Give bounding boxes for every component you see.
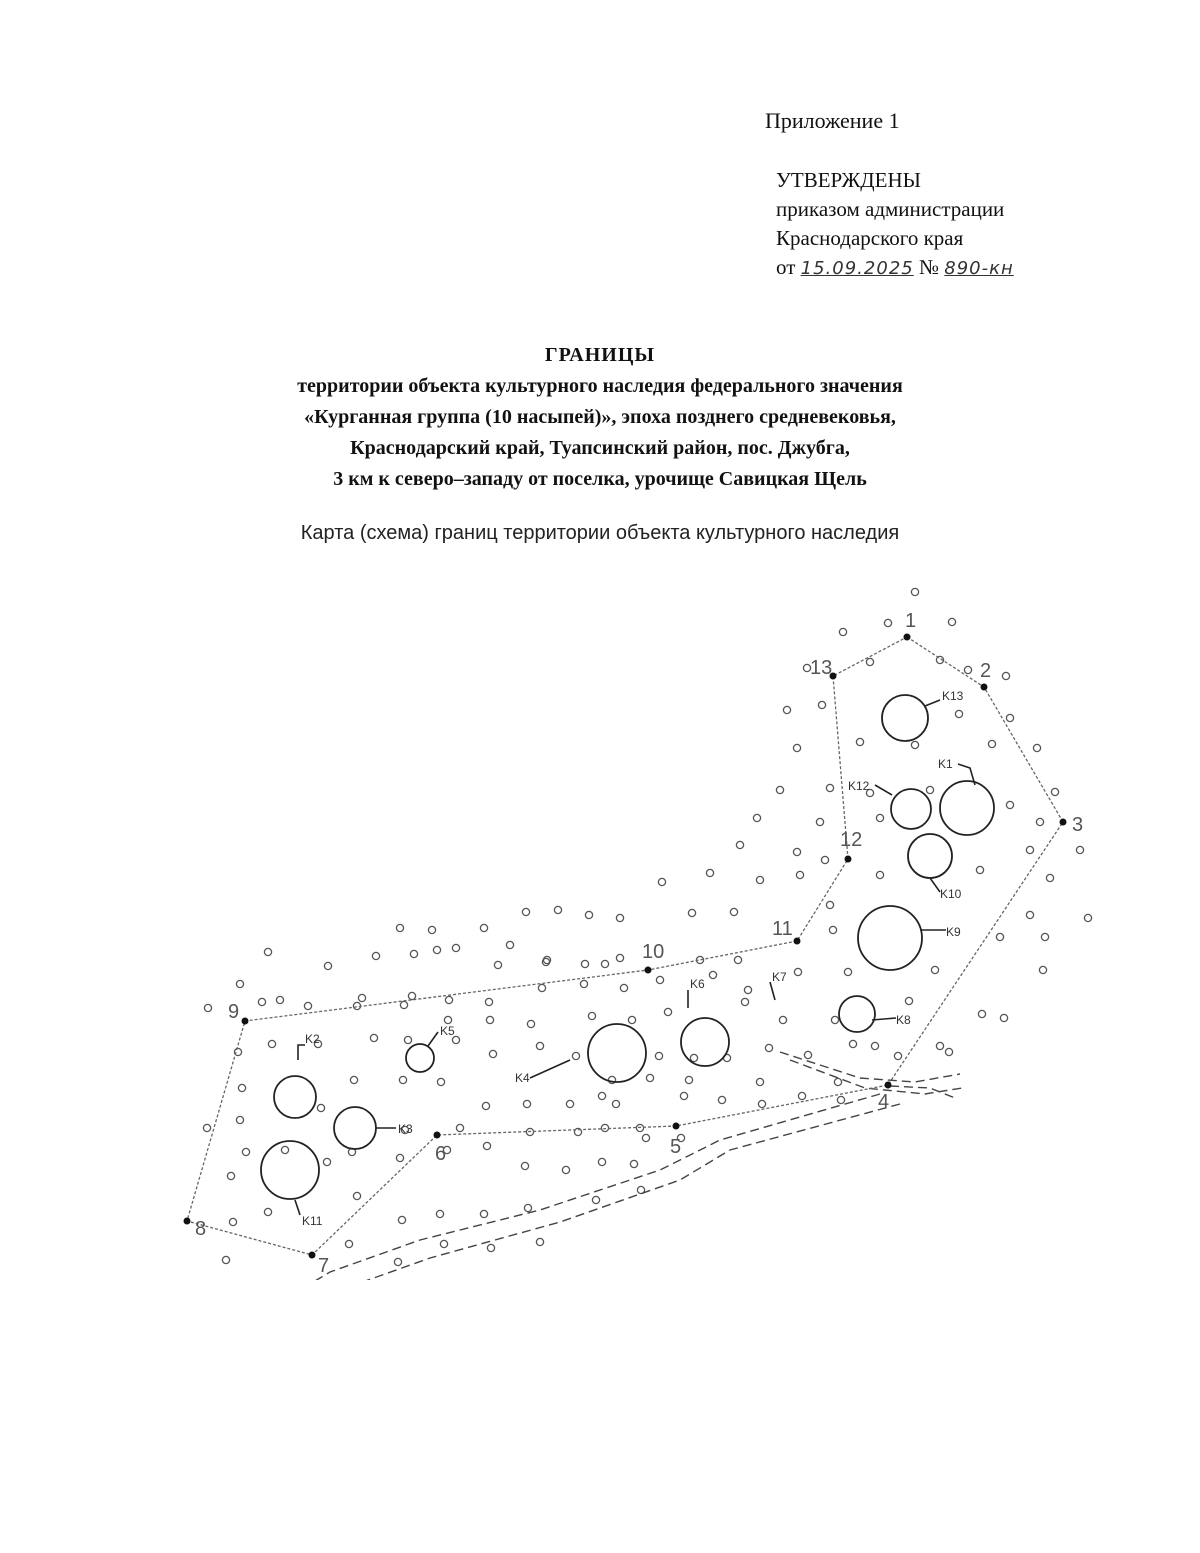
- road-line: [790, 1060, 962, 1094]
- tree-symbol: [410, 950, 417, 957]
- mound-circle: [334, 1107, 376, 1149]
- mound-label: K5: [440, 1024, 455, 1038]
- tree-symbol: [718, 1096, 725, 1103]
- mound-circle: [274, 1076, 316, 1118]
- tree-symbol: [931, 966, 938, 973]
- mound-circle: [681, 1018, 729, 1066]
- tree-symbol: [506, 941, 513, 948]
- tree-symbol: [844, 968, 851, 975]
- boundary-point-marker: [434, 1132, 441, 1139]
- tree-symbol: [620, 984, 627, 991]
- boundary-point-label: 6: [435, 1143, 447, 1165]
- tree-symbol: [884, 619, 891, 626]
- tree-symbol: [680, 1092, 687, 1099]
- boundary-point-label: 9: [228, 1001, 240, 1023]
- mound-circle: [261, 1141, 319, 1199]
- boundary-point-marker: [794, 938, 801, 945]
- tree-symbol: [911, 588, 918, 595]
- tree-symbol: [440, 1240, 447, 1247]
- tree-symbol: [948, 618, 955, 625]
- mound-circle: [908, 834, 952, 878]
- tree-symbol: [480, 924, 487, 931]
- mound-circle: [858, 906, 922, 970]
- order-line-1: приказом администрации: [776, 197, 1005, 221]
- tree-symbol: [976, 866, 983, 873]
- tree-symbol: [685, 1076, 692, 1083]
- tree-symbol: [642, 1134, 649, 1141]
- tree-symbol: [706, 869, 713, 876]
- mound-leader-line: [875, 785, 892, 795]
- mound-leader-line: [925, 700, 940, 706]
- mound-label: K3: [398, 1122, 413, 1136]
- tree-symbol: [536, 1238, 543, 1245]
- tree-symbol: [988, 740, 995, 747]
- tree-symbol: [601, 1124, 608, 1131]
- tree-symbol: [527, 1020, 534, 1027]
- tree-symbol: [866, 658, 873, 665]
- tree-symbol: [353, 1192, 360, 1199]
- tree-symbol: [487, 1244, 494, 1251]
- boundary-point-label: 2: [980, 660, 992, 682]
- tree-symbol: [1026, 846, 1033, 853]
- tree-symbol: [358, 994, 365, 1001]
- tree-symbol: [317, 1104, 324, 1111]
- tree-symbol: [793, 744, 800, 751]
- mound-leader-line: [872, 1018, 896, 1020]
- boundary-point-label: 12: [840, 829, 863, 851]
- tree-symbol: [1006, 801, 1013, 808]
- tree-symbol: [572, 1052, 579, 1059]
- tree-symbol: [794, 968, 801, 975]
- tree-symbol: [911, 741, 918, 748]
- mound-circle: [891, 789, 931, 829]
- tree-symbol: [688, 909, 695, 916]
- tree-symbol: [601, 960, 608, 967]
- tree-symbol: [433, 946, 440, 953]
- mound-label: K6: [690, 977, 705, 991]
- title-main: ГРАНИЦЫ: [544, 344, 656, 366]
- mound-leader-line: [930, 878, 940, 892]
- boundary-point-label: 4: [878, 1091, 890, 1113]
- tree-symbol: [831, 1016, 838, 1023]
- mound-label: K8: [896, 1013, 911, 1027]
- tree-symbol: [236, 980, 243, 987]
- tree-symbol: [804, 1051, 811, 1058]
- tree-symbol: [480, 1210, 487, 1217]
- tree-symbol: [236, 1116, 243, 1123]
- document-title: [0, 340, 1200, 495]
- mound-circle: [839, 996, 875, 1032]
- tree-symbol: [204, 1004, 211, 1011]
- tree-symbol: [523, 1100, 530, 1107]
- tree-symbol: [486, 1016, 493, 1023]
- tree-symbol: [656, 976, 663, 983]
- order-line-2: Краснодарского края: [776, 226, 964, 250]
- tree-symbol: [765, 1044, 772, 1051]
- tree-symbol: [936, 1042, 943, 1049]
- tree-symbol: [964, 666, 971, 673]
- order-number: 890-кн: [944, 258, 1014, 279]
- tree-symbol: [945, 1048, 952, 1055]
- tree-symbol: [398, 1216, 405, 1223]
- tree-symbol: [616, 914, 623, 921]
- tree-symbol: [592, 1196, 599, 1203]
- tree-symbol: [444, 1016, 451, 1023]
- tree-symbol: [227, 1172, 234, 1179]
- mound-circle: [588, 1024, 646, 1082]
- tree-symbol: [834, 1078, 841, 1085]
- tree-symbol: [281, 1146, 288, 1153]
- tree-symbol: [562, 1166, 569, 1173]
- appendix-label: Приложение 1: [765, 108, 900, 133]
- tree-symbol: [452, 944, 459, 951]
- tree-symbol: [690, 1054, 697, 1061]
- mound-label: K11: [302, 1214, 323, 1228]
- tree-symbol: [1033, 744, 1040, 751]
- boundary-point-marker: [845, 856, 852, 863]
- tree-symbol: [1046, 874, 1053, 881]
- tree-symbol: [1051, 788, 1058, 795]
- boundary-point-marker: [673, 1123, 680, 1130]
- tree-symbol: [1084, 914, 1091, 921]
- tree-symbol: [955, 710, 962, 717]
- tree-symbol: [399, 1076, 406, 1083]
- tree-symbol: [798, 1092, 805, 1099]
- tree-symbol: [268, 1040, 275, 1047]
- tree-symbol: [796, 871, 803, 878]
- tree-symbol: [876, 871, 883, 878]
- boundary-point-label: 13: [810, 657, 833, 679]
- tree-symbol: [566, 1100, 573, 1107]
- title-line-2: «Курганная группа (10 насыпей)», эпоха позднего средневековья,: [304, 406, 896, 428]
- order-date-line: [776, 253, 1014, 283]
- tree-symbol: [996, 933, 1003, 940]
- mound-label: K1: [938, 757, 953, 771]
- tree-symbol: [871, 1042, 878, 1049]
- boundary-point-label: 7: [318, 1255, 330, 1277]
- boundary-point-marker: [184, 1218, 191, 1225]
- approval-block: [776, 166, 1014, 283]
- mound-leader-line: [530, 1060, 570, 1078]
- date-prefix: от: [776, 255, 796, 279]
- tree-symbol: [730, 908, 737, 915]
- tree-symbol: [783, 706, 790, 713]
- mound-label: K10: [940, 887, 962, 901]
- boundary-point-label: 1: [905, 610, 917, 632]
- tree-symbol: [1041, 933, 1048, 940]
- tree-symbol: [436, 1210, 443, 1217]
- boundary-point-marker: [885, 1082, 892, 1089]
- tree-symbol: [978, 1010, 985, 1017]
- tree-symbol: [1006, 714, 1013, 721]
- tree-symbol: [734, 956, 741, 963]
- tree-symbol: [404, 1036, 411, 1043]
- tree-symbol: [818, 701, 825, 708]
- tree-symbol: [264, 1208, 271, 1215]
- mound-circle: [882, 695, 928, 741]
- tree-symbol: [581, 960, 588, 967]
- boundary-point-label: 5: [670, 1136, 682, 1158]
- tree-symbol: [741, 998, 748, 1005]
- mound-label: K9: [946, 925, 961, 939]
- tree-symbol: [1000, 1014, 1007, 1021]
- tree-symbol: [736, 841, 743, 848]
- tree-symbol: [394, 1258, 401, 1265]
- tree-symbol: [776, 786, 783, 793]
- tree-symbol: [483, 1142, 490, 1149]
- tree-symbol: [264, 948, 271, 955]
- tree-symbol: [396, 924, 403, 931]
- tree-symbol: [521, 1162, 528, 1169]
- tree-symbol: [598, 1158, 605, 1165]
- tree-symbol: [485, 998, 492, 1005]
- tree-symbol: [428, 926, 435, 933]
- boundary-point-marker: [645, 967, 652, 974]
- tree-symbol: [396, 1154, 403, 1161]
- title-line-3: Краснодарский край, Туапсинский район, пос. Джубга,: [350, 437, 850, 459]
- tree-symbol: [826, 784, 833, 791]
- boundary-point-label: 10: [642, 941, 665, 963]
- boundary-point-marker: [309, 1252, 316, 1259]
- tree-symbol: [580, 980, 587, 987]
- mound-label: K2: [305, 1032, 320, 1046]
- tree-symbol: [238, 1084, 245, 1091]
- tree-symbol: [345, 1240, 352, 1247]
- tree-symbol: [323, 1158, 330, 1165]
- tree-symbol: [646, 1074, 653, 1081]
- mound-symbols: [261, 689, 994, 1228]
- tree-symbol: [756, 876, 763, 883]
- boundary-map: [0, 560, 1200, 1280]
- tree-symbol: [494, 961, 501, 968]
- tree-symbol: [876, 814, 883, 821]
- tree-symbol: [1002, 672, 1009, 679]
- tree-symbol: [554, 906, 561, 913]
- tree-symbol: [598, 1092, 605, 1099]
- tree-symbol: [837, 1096, 844, 1103]
- tree-symbol: [658, 878, 665, 885]
- approved-heading: УТВЕРЖДЕНЫ: [776, 168, 921, 192]
- tree-symbol: [756, 1078, 763, 1085]
- tree-symbol: [829, 926, 836, 933]
- tree-symbol: [839, 628, 846, 635]
- boundary-point-marker: [981, 684, 988, 691]
- tree-symbol: [350, 1076, 357, 1083]
- tree-symbol: [849, 1040, 856, 1047]
- tree-symbol: [585, 911, 592, 918]
- tree-symbol: [588, 1012, 595, 1019]
- tree-symbol: [437, 1078, 444, 1085]
- tree-symbol: [616, 954, 623, 961]
- tree-symbol: [758, 1100, 765, 1107]
- tree-symbol: [324, 962, 331, 969]
- mound-circle: [940, 781, 994, 835]
- title-line-4: 3 км к северо–западу от поселка, урочище Савицкая Щель: [333, 468, 867, 490]
- tree-symbol: [489, 1050, 496, 1057]
- tree-symbol: [826, 901, 833, 908]
- tree-symbol: [655, 1052, 662, 1059]
- mound-label: K12: [848, 779, 870, 793]
- tree-symbol: [1036, 818, 1043, 825]
- tree-symbol: [445, 996, 452, 1003]
- road-line: [300, 1104, 900, 1280]
- boundary-point-marker: [242, 1018, 249, 1025]
- tree-symbol: [905, 997, 912, 1004]
- tree-symbol: [538, 984, 545, 991]
- mound-label: K13: [942, 689, 964, 703]
- tree-symbol: [370, 1034, 377, 1041]
- tree-symbol: [856, 738, 863, 745]
- boundary-point-label: 8: [195, 1218, 207, 1240]
- tree-symbol: [816, 818, 823, 825]
- tree-symbol: [400, 1001, 407, 1008]
- order-date: 15.09.2025: [800, 258, 914, 279]
- tree-symbol: [744, 986, 751, 993]
- tree-symbol: [372, 952, 379, 959]
- tree-symbol: [821, 856, 828, 863]
- tree-symbol: [408, 992, 415, 999]
- tree-symbol: [753, 814, 760, 821]
- tree-symbol: [536, 1042, 543, 1049]
- tree-symbol: [612, 1100, 619, 1107]
- tree-symbol: [779, 1016, 786, 1023]
- boundary-point-label: 11: [772, 918, 793, 940]
- mound-leader-line: [770, 982, 775, 1000]
- boundary-point-label: 3: [1072, 814, 1084, 836]
- title-line-1: территории объекта культурного наследия федерального значения: [297, 375, 903, 397]
- mound-label: K4: [515, 1071, 530, 1085]
- tree-symbol: [628, 1016, 635, 1023]
- mound-leader-line: [295, 1200, 300, 1215]
- tree-symbol: [1076, 846, 1083, 853]
- boundary-point-marker: [1060, 819, 1067, 826]
- tree-symbol: [709, 971, 716, 978]
- boundary-point-marker: [904, 634, 911, 641]
- tree-symbol: [229, 1218, 236, 1225]
- number-prefix: №: [918, 255, 940, 279]
- tree-symbol: [482, 1102, 489, 1109]
- tree-symbol: [894, 1052, 901, 1059]
- mound-leader-line: [428, 1032, 438, 1046]
- tree-symbol: [793, 848, 800, 855]
- tree-symbol: [926, 786, 933, 793]
- tree-symbol: [258, 998, 265, 1005]
- tree-symbol: [222, 1256, 229, 1263]
- mound-circle: [406, 1044, 434, 1072]
- tree-symbol: [1026, 911, 1033, 918]
- road-line: [300, 1094, 880, 1280]
- tree-symbol: [522, 908, 529, 915]
- tree-symbol: [203, 1124, 210, 1131]
- mound-leader-line: [298, 1045, 305, 1060]
- tree-symbol: [664, 1008, 671, 1015]
- tree-symbol: [524, 1204, 531, 1211]
- mound-label: K7: [772, 970, 787, 984]
- tree-symbol: [456, 1124, 463, 1131]
- tree-symbol: [304, 1002, 311, 1009]
- tree-symbol: [276, 996, 283, 1003]
- tree-symbol: [242, 1148, 249, 1155]
- tree-symbol: [1039, 966, 1046, 973]
- tree-symbol: [630, 1160, 637, 1167]
- map-caption: Карта (схема) границ территории объекта культурного наследия: [300, 522, 900, 544]
